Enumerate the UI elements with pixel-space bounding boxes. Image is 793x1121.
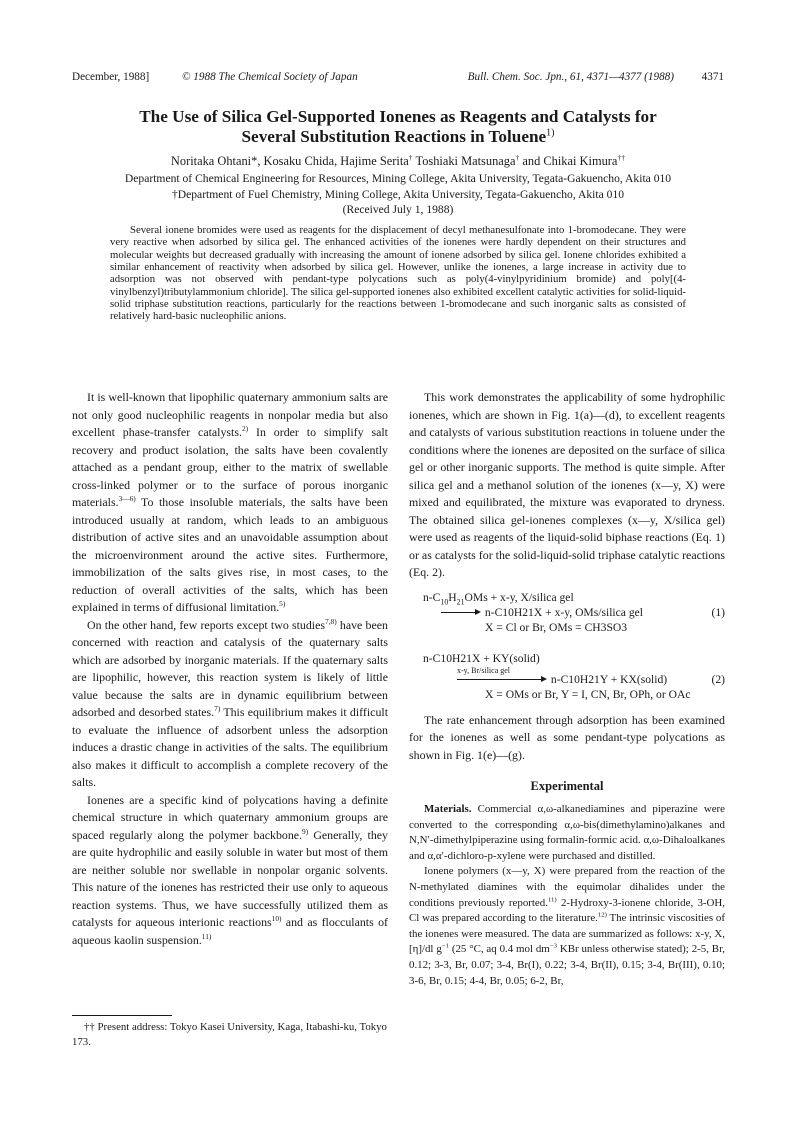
intro-paragraph-3: [72, 792, 388, 950]
text-run: 2-Hydroxy-3-ionene chloride, 3-OH, Cl was prepared according to the literature.: [409, 896, 725, 925]
text-run: have been concerned with reaction and catalysis of the quaternary salts which are adsorbed by inorganic materials. If the quaternary salts are lipophilic, however, this reaction system is likely of little value because the salts are in dynamic equilibrium between adsorbed and desorbed states.: [72, 617, 388, 719]
author-4-mark: †: [515, 152, 520, 162]
author-2-last: Chida: [304, 154, 335, 168]
citation: 11): [547, 895, 557, 903]
author-separator: and: [519, 154, 544, 168]
author-3-mark: †: [408, 152, 413, 162]
citation: 9): [302, 826, 309, 836]
intro-paragraph-1: [72, 389, 388, 617]
author-separator: ,: [334, 154, 341, 168]
citation: 7): [214, 704, 221, 714]
materials-heading: Materials.: [424, 803, 472, 815]
text-run: It is well-known that lipophilic quaternary ammonium salts are not only good nucleophilic reagents in nonpolar media but also excellent phase-transfer catalysts.: [72, 390, 388, 439]
text-run: Commercial α,ω-alkanediamines and piperazine were converted to the corresponding α,ω-bis(dimethylamino)alkanes and N,N′-dimethylpiperazine using formalin-formic acid. α,ω-Dihaloalkanes and α,α′-dichloro-p-xylene were purchased and distilled.: [409, 803, 725, 862]
title-line-2: [72, 127, 724, 147]
footnote-rule: [72, 1015, 172, 1016]
materials-paragraph: [409, 802, 725, 864]
eq1-text: OMs + x-y, X/silica gel: [464, 590, 574, 604]
abstract: Several ionene bromides were used as reagents for the displacement of decyl methanesulfonate into 1-bromodecane. They were very reactive when adsorbed by silica gel. The enhanced activities of the ionenes were hardly dependent on their structures and molecular weights but decreased gradually with increasing the amount of ionene adsorbed by silica gel. Ionene chlorides exhibited a similar enhancement of reactivity when adsorbed by silica gel. However, unlike the ionenes, a large increase in activity due to adsorption was not observed with pendant-type polycations such as poly(4-vinylpyridinium bromide) and poly[(4-vinylbenzyl)tributylammonium chloride]. The silica gel-supported ionenes also exhibited excellent catalytic activities for solid-liquid-solid triphase substitution reactions, particularly for the reactions between 1-bromodecane and such inorganic salts as consisted of relatively hard-basic nucleophilic anions.: [110, 224, 686, 323]
eq1-sub: 21: [456, 596, 465, 606]
running-header: [72, 70, 724, 84]
received-date: (Received July 1, 1988): [342, 203, 454, 216]
eq1-sub: 10: [440, 596, 449, 606]
eq2-reactant-text: n-C10H21X + KY(solid): [423, 651, 540, 665]
intro-paragraph-5: The rate enhancement through adsorption has been examined for the ionenes as well as some pendant-type polycations as shown in Fig. 1(e)—(g).: [409, 712, 725, 762]
author-4-first: Toshiaki: [415, 154, 462, 168]
citation: 12): [597, 911, 607, 919]
citation: 11): [201, 931, 212, 941]
author-5-last: Kimura: [579, 154, 618, 168]
text-run: Ionene polymers (x—y, X) were prepared from the reaction of the N-methylated diamines with the equimolar dihalides under the conditions previously reported.: [409, 865, 725, 909]
left-column: [72, 389, 388, 949]
author-3-first: Hajime: [340, 154, 380, 168]
text-run: KBr unless otherwise stated); 2-5, Br, 0.12; 3-3, Br, 0.07; 3-4, Br(I), 0.22; 3-4, Br(II), 0.15; 3-4, Br(III), 0.10; 3-6, Br, 0.15; 4-4, Br, 0.05; 6-2, Br,: [409, 943, 725, 987]
author-1-mark: *: [251, 154, 258, 168]
affiliation-2: †Department of Fuel Chemistry, Mining College, Akita University, Tegata-Gakuencho, Akita 010: [171, 187, 625, 201]
author-list: [72, 153, 724, 169]
text-run: (25 °C, aq 0.4 mol dm: [448, 943, 550, 956]
article-title: [72, 107, 724, 147]
text-run: and as flocculants of aqueous kaolin suspension.: [72, 915, 388, 947]
citation: 3—6): [118, 494, 136, 504]
equation-1: [409, 590, 725, 635]
eq1-reactants: [409, 590, 725, 605]
eq2-conditions-text: X = OMs or Br, Y = I, CN, Br, OPh, or OAc: [485, 687, 691, 701]
eq2-number: (2): [711, 672, 725, 686]
author-4-last: Matsunaga: [461, 154, 516, 168]
superscript: −3: [549, 942, 557, 950]
superscript: −1: [441, 942, 449, 950]
title-reference: 1): [546, 127, 555, 139]
eq2-product-text: n-C10H21Y + KX(solid): [550, 672, 668, 686]
eq1-number: (1): [711, 605, 725, 619]
footnote: †† Present address: Tokyo Kasei University, Kaga, Itabashi-ku, Tokyo 173.: [72, 1021, 387, 1048]
text-run: Ionenes are a specific kind of polycations having a definite chemical structure in which quaternary ammonium groups are spaced regularly along the polymer backbone.: [72, 792, 388, 842]
header-date: December, 1988]: [72, 71, 150, 83]
header-page-number: 4371: [701, 71, 724, 83]
eq2-products: [409, 665, 725, 687]
text-run: To those insoluble materials, the salts have been introduced usually at random, which leads to an ambiguous distribution of active sites and an unavoidable assumption about the microenvironment around the active sites. Furthermore, immobilization of the salts gives rise, in most cases, to the reduction of overall activities of the salts, which has been explained in terms of diffusional limitation.: [72, 495, 388, 614]
eq1-text: n-C: [423, 590, 441, 604]
author-3-last: Serita: [379, 154, 409, 168]
intro-paragraph-2: [72, 617, 388, 792]
text-run: This equilibrium makes it difficult to evaluate the influence of adsorbent unless the adsorption induces a drastic change in activities of the salts. The equilibrium also makes it difficult to accomplish a complete recovery of the salts.: [72, 705, 389, 789]
author-separator: ,: [257, 154, 264, 168]
citation: 10): [271, 914, 282, 924]
citation: 2): [241, 424, 249, 434]
right-column: [409, 389, 725, 989]
author-2-first: Kosaku: [263, 154, 305, 168]
header-copyright: © 1988 The Chemical Society of Japan: [182, 71, 358, 83]
author-1-first: Noritaka: [170, 154, 218, 168]
title-line-1: The Use of Silica Gel-Supported Ionenes as Reagents and Catalysts for: [139, 107, 657, 126]
eq1-conditions-text: X = Cl or Br, OMs = CH3SO3: [485, 620, 628, 634]
text-run: The intrinsic viscosities of the ionenes were measured. The data are summarized as follows: x-y, X, [η]/dl g: [409, 912, 726, 956]
author-5-mark: ††: [617, 152, 626, 162]
section-heading-experimental: Experimental: [530, 779, 604, 793]
text-run: On the other hand, few reports except two studies: [87, 617, 326, 632]
eq2-conditions: [409, 687, 725, 702]
eq2-condition: x-y, Br/silica gel: [457, 665, 511, 675]
eq1-products: [409, 605, 725, 620]
citation: 7,8): [325, 616, 337, 626]
equation-2: [409, 651, 725, 702]
citation: 5): [279, 599, 286, 609]
eq2-reactants: [409, 651, 725, 666]
eq1-product-text: n-C10H21X + x-y, OMs/silica gel: [484, 605, 644, 619]
text-run: In order to simplify salt recovery and product isolation, the salts have been covalently attached as a pendant group, either to the matrix of swellable cross-linked polymer or to the surface of porous inorganic materials.: [72, 425, 388, 509]
reaction-arrow-icon: [441, 612, 479, 613]
header-journal-citation: Bull. Chem. Soc. Jpn., 61, 4371—4377 (1988): [467, 71, 674, 83]
intro-paragraph-4: This work demonstrates the applicability of some hydrophilic ionenes, which are shown in Fig. 1(a)—(d), to excellent reagents and catalysts of various substitution reactions in toluene under the conditions where the ionenes are deposited on the surface of silica gel or other inorganic supports. The method is quite simple. After silica gel and a methanol solution of the ionenes (x—y, X) were mixed and equilibrated, the mixture was evaporated to dryness. The obtained silica gel-ionenes complexes (x—y, X/silica gel) were used as reagents of the liquid-solid biphase reactions (Eq. 1) or as catalysts for the solid-liquid-solid triphase catalytic reactions (Eq. 2).: [409, 390, 725, 579]
text-run: Generally, they are quite hydrophilic and easily soluble in water but most of them are neither soluble nor swellable in nonpolar organic solvents. This nature of the ionenes has restricted their use only to aqueous reaction systems. Thus, we have successfully utilized them as catalysts for aqueous interionic reactions: [72, 827, 389, 929]
author-1-last: Ohtani: [217, 154, 252, 168]
eq1-text: H: [448, 590, 457, 604]
ionene-paragraph: [409, 864, 725, 989]
eq1-conditions: [409, 620, 725, 635]
reaction-arrow-icon: [457, 679, 545, 680]
author-5-first: Chikai: [543, 154, 580, 168]
affiliations: [72, 171, 724, 218]
affiliation-1: Department of Chemical Engineering for Resources, Mining College, Akita University, Tegata-Gakuencho, Akita 010: [124, 172, 672, 185]
title-line-2-text: Several Substitution Reactions in Toluene: [241, 127, 547, 146]
